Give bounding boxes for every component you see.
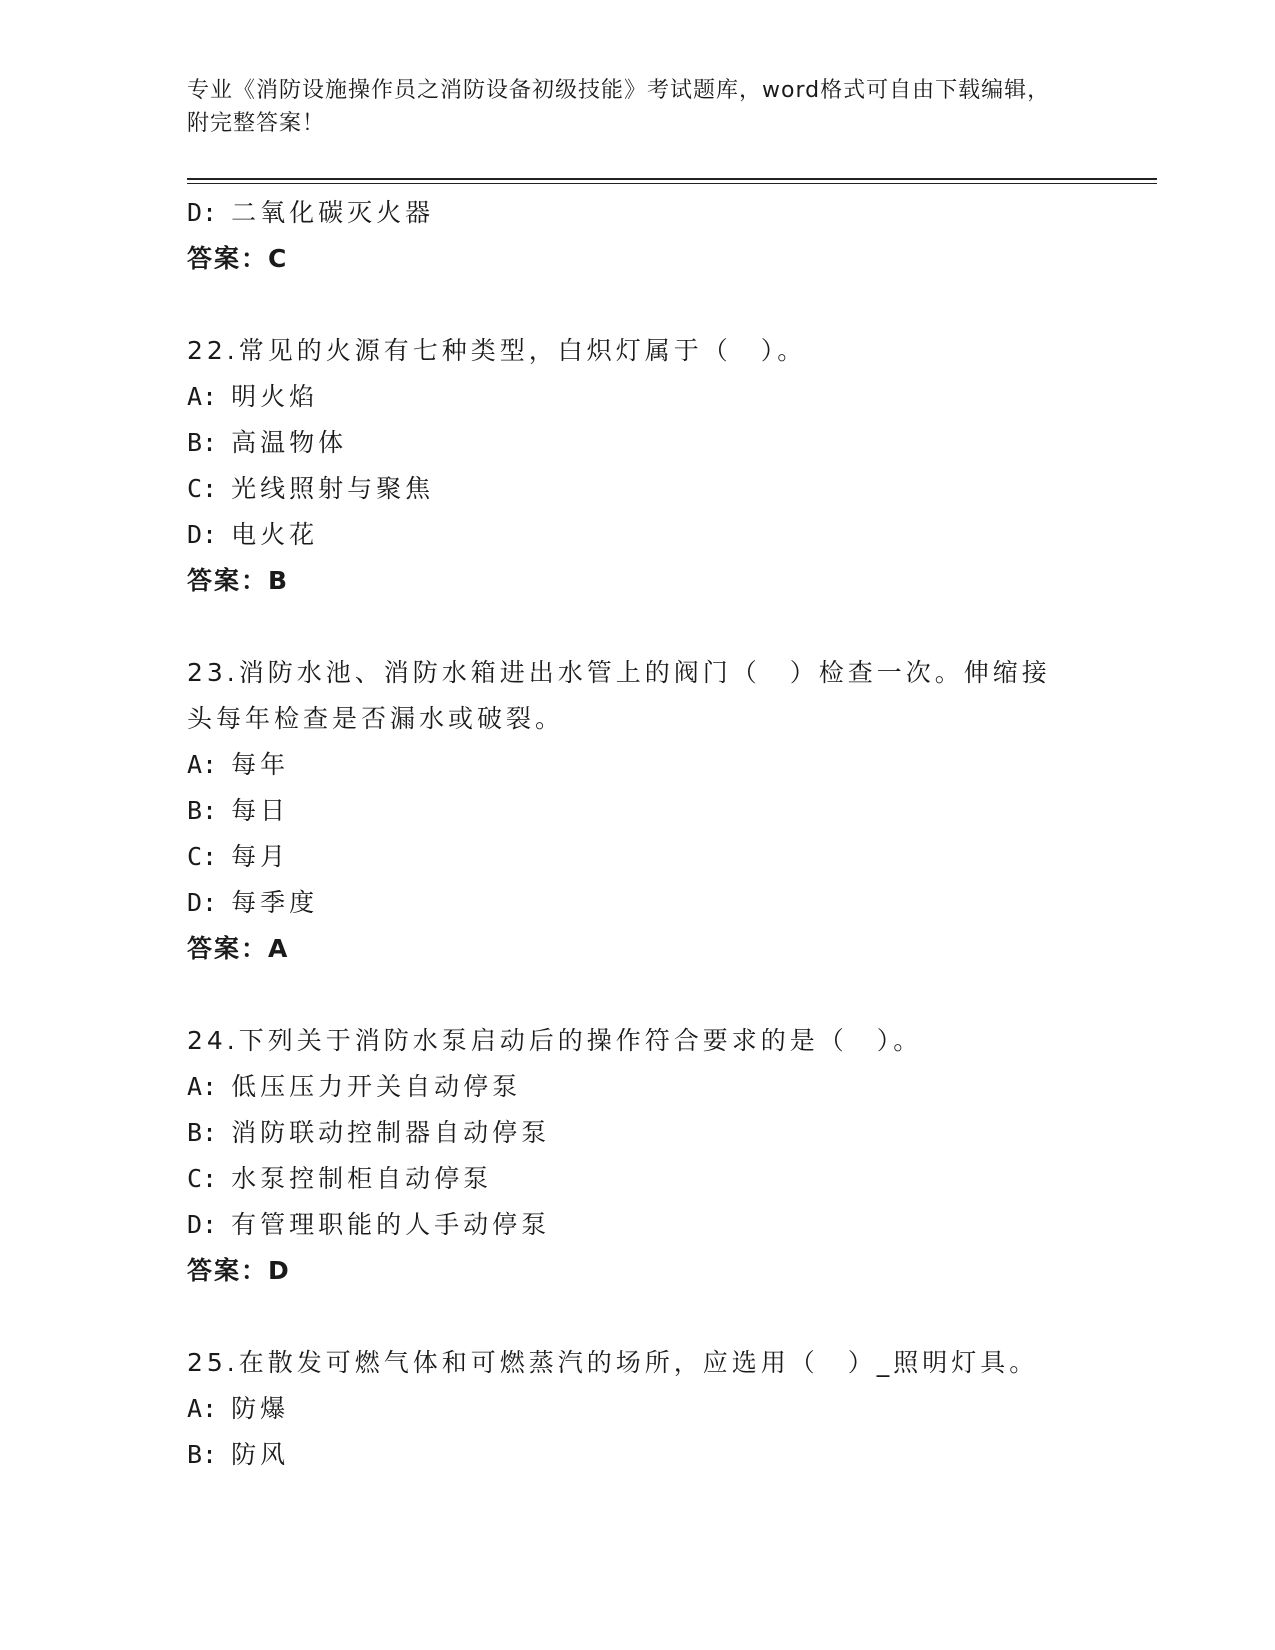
- option-letter: D:: [187, 520, 218, 549]
- answer: 答案：C: [187, 244, 289, 273]
- option-text: 电火花: [231, 520, 319, 549]
- option-text: 防爆: [231, 1394, 290, 1423]
- option-letter: C:: [187, 1164, 218, 1193]
- option-text: 光线照射与聚焦: [231, 474, 435, 503]
- option-b: [187, 420, 1087, 466]
- option-d: [187, 190, 1087, 236]
- option-b: [187, 1432, 1087, 1478]
- option-a: [187, 374, 1087, 420]
- option-b: [187, 788, 1087, 834]
- answer: 答案：D: [187, 1256, 291, 1285]
- option-letter: C:: [187, 474, 218, 503]
- option-letter: A:: [187, 1394, 218, 1423]
- option-text: 消防联动控制器自动停泵: [231, 1118, 551, 1147]
- option-c: [187, 466, 1087, 512]
- question-stem-23: 23.消防水池、消防水箱进出水管上的阀门（ ）检查一次。伸缩接头每年检查是否漏水或破裂。: [187, 658, 1051, 733]
- answer: 答案：B: [187, 566, 290, 595]
- option-d: [187, 880, 1087, 926]
- option-text: 每月: [231, 842, 290, 871]
- option-letter: B:: [187, 1118, 218, 1147]
- option-text: 明火焰: [231, 382, 319, 411]
- option-b: [187, 1110, 1087, 1156]
- option-text: 防风: [231, 1440, 290, 1469]
- document-header: 专业《消防设施操作员之消防设备初级技能》考试题库，word格式可自由下载编辑，附完整答案！: [187, 78, 1051, 136]
- option-letter: B:: [187, 1440, 218, 1469]
- option-text: 每季度: [231, 888, 319, 917]
- option-text: 二氧化碳灭火器: [231, 198, 435, 227]
- header-divider: [187, 178, 1157, 180]
- question-list: [187, 190, 1087, 1478]
- option-letter: D:: [187, 1210, 218, 1239]
- option-text: 水泵控制柜自动停泵: [231, 1164, 493, 1193]
- option-letter: B:: [187, 796, 218, 825]
- option-text: 每日: [231, 796, 290, 825]
- question-stem-24: 24.下列关于消防水泵启动后的操作符合要求的是（ ）。: [187, 1026, 923, 1055]
- option-text: 有管理职能的人手动停泵: [231, 1210, 551, 1239]
- option-c: [187, 1156, 1087, 1202]
- option-letter: A:: [187, 1072, 218, 1101]
- question-stem-25: 25.在散发可燃气体和可燃蒸汽的场所，应选用（ ）_照明灯具。: [187, 1348, 1039, 1377]
- answer: 答案：A: [187, 934, 290, 963]
- question-stem-22: 22.常见的火源有七种类型，白炽灯属于（ ）。: [187, 336, 807, 365]
- option-a: [187, 742, 1087, 788]
- option-letter: A:: [187, 750, 218, 779]
- option-d: [187, 512, 1087, 558]
- option-a: [187, 1386, 1087, 1432]
- option-letter: D:: [187, 198, 218, 227]
- option-c: [187, 834, 1087, 880]
- option-text: 每年: [231, 750, 290, 779]
- option-text: 高温物体: [231, 428, 348, 457]
- header-divider-thin: [187, 183, 1157, 184]
- option-letter: A:: [187, 382, 218, 411]
- option-letter: C:: [187, 842, 218, 871]
- option-letter: D:: [187, 888, 218, 917]
- option-letter: B:: [187, 428, 218, 457]
- option-d: [187, 1202, 1087, 1248]
- option-text: 低压压力开关自动停泵: [231, 1072, 522, 1101]
- option-a: [187, 1064, 1087, 1110]
